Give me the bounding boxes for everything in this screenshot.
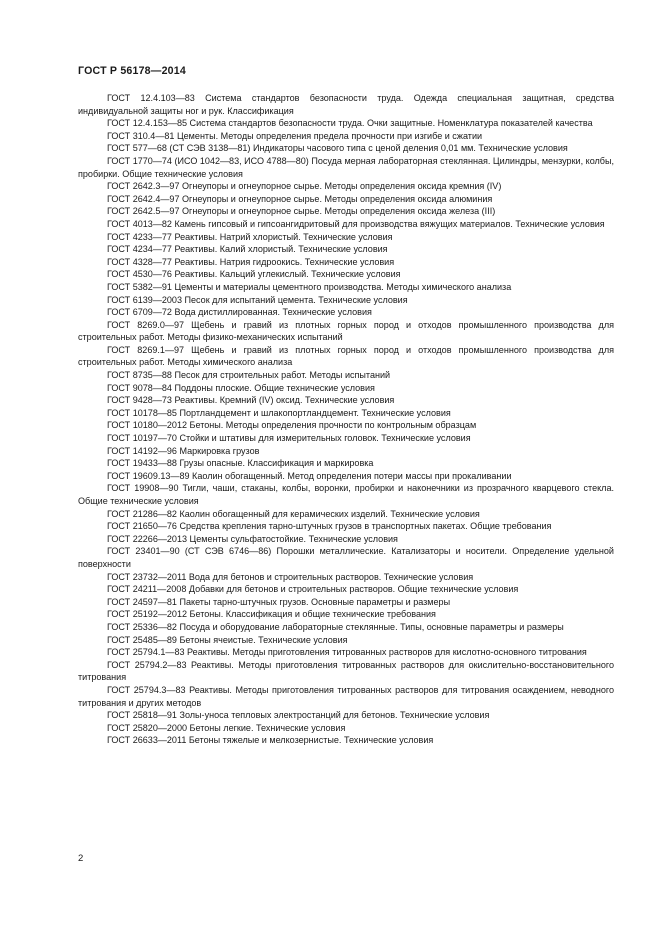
reference-item: ГОСТ 4233—77 Реактивы. Натрий хлористый. Технические условия [107, 231, 393, 242]
reference-item: ГОСТ 12.4.153—85 Система стандартов безопасности труда. Очки защитные. Номенклатура показателей качества [107, 118, 593, 129]
reference-item: ГОСТ 4530—76 Реактивы. Кальций углекислый. Технические условия [107, 269, 401, 280]
reference-item: ГОСТ 10180—2012 Бетоны. Методы определения прочности по контрольным образцам [107, 420, 477, 431]
reference-item: ГОСТ 2642.5—97 Огнеупоры и огнеупорное сырье. Методы определения оксида железа (III) [107, 206, 496, 217]
reference-item: ГОСТ 10178—85 Портландцемент и шлакопортландцемент. Технические условия [107, 407, 451, 418]
reference-item: ГОСТ 21650—76 Средства крепления тарно-штучных грузов в транспортных пакетах. Общие требования [107, 521, 552, 532]
reference-item: ГОСТ 12.4.103—83 Система стандартов безопасности труда. Одежда специальная защитная, средства индивидуальной защиты ног и рук. Классификация [78, 93, 614, 116]
reference-item: ГОСТ 9428—73 Реактивы. Кремний (IV) оксид. Технические условия [107, 395, 395, 406]
reference-item: ГОСТ 23401—90 (СТ СЭВ 6746—86) Порошки металлические. Катализаторы и носители. Определение удельной поверхности [78, 546, 614, 569]
reference-item: ГОСТ 25794.2—83 Реактивы. Методы приготовления титрованных растворов для окислительно-восстановительного титрования [78, 659, 614, 683]
reference-item: ГОСТ 25485—89 Бетоны ячеистые. Технические условия [107, 634, 348, 645]
reference-item: ГОСТ 310.4—81 Цементы. Методы определения предела прочности при изгибе и сжатии [107, 130, 483, 141]
reference-item: ГОСТ 9078—84 Поддоны плоские. Общие технические условия [107, 382, 375, 393]
reference-item: ГОСТ 8269.1—97 Щебень и гравий из плотных горных пород и отходов промышленного производства для строительных работ. Методы химического анализа [78, 344, 614, 368]
reference-item: ГОСТ 25820—2000 Бетоны легкие. Технические условия [107, 722, 346, 733]
reference-item: ГОСТ 21286—82 Каолин обогащенный для керамических изделий. Технические условия [107, 508, 480, 519]
reference-item: ГОСТ 19433—88 Грузы опасные. Классификация и маркировка [107, 458, 374, 469]
reference-item: ГОСТ 19908—90 Тигли, чаши, стаканы, колбы, воронки, пробирки и наконечники из прозрачного кварцевого стекла. Общие технические условия [78, 483, 614, 506]
reference-item: ГОСТ 1770—74 (ИСО 1042—83, ИСО 4788—80) Посуда мерная лабораторная стеклянная. Цилиндры, мензурки, колбы, пробирки. Общие технические условия [78, 155, 614, 179]
reference-item: ГОСТ 4234—77 Реактивы. Калий хлористый. Технические условия [107, 244, 388, 255]
reference-item: ГОСТ 24597—81 Пакеты тарно-штучных грузов. Основные параметры и размеры [107, 596, 451, 607]
reference-item: ГОСТ 577—68 (СТ СЭВ 3138—81) Индикаторы часового типа с ценой деления 0,01 мм. Технические условия [107, 143, 568, 154]
reference-item: ГОСТ 23732—2011 Вода для бетонов и строительных растворов. Технические условия [107, 571, 474, 582]
reference-item: ГОСТ 25818—91 Золы-уноса тепловых электростанций для бетонов. Технические условия [107, 710, 490, 721]
reference-item: ГОСТ 6139—2003 Песок для испытаний цемента. Технические условия [107, 294, 408, 305]
reference-item: ГОСТ 2642.3—97 Огнеупоры и огнеупорное сырье. Методы определения оксида кремния (IV) [107, 181, 502, 192]
reference-item: ГОСТ 25192—2012 Бетоны. Классификация и общие технические требования [107, 609, 436, 620]
reference-item: ГОСТ 2642.4—97 Огнеупоры и огнеупорное сырье. Методы определения оксида алюминия [107, 193, 493, 204]
reference-item: ГОСТ 5382—91 Цементы и материалы цементного производства. Методы химического анализа [107, 281, 512, 292]
reference-item: ГОСТ 10197—70 Стойки и штативы для измерительных головок. Технические условия [107, 433, 471, 444]
reference-item: ГОСТ 19609.13—89 Каолин обогащенный. Метод определения потери массы при прокаливании [107, 470, 512, 481]
reference-item: ГОСТ 24211—2008 Добавки для бетонов и строительных растворов. Общие технические условия [107, 584, 519, 595]
reference-item: ГОСТ 8735—88 Песок для строительных работ. Методы испытаний [107, 370, 391, 381]
reference-item: ГОСТ 6709—72 Вода дистиллированная. Технические условия [107, 307, 372, 318]
reference-item: ГОСТ 25336—82 Посуда и оборудование лабораторные стеклянные. Типы, основные параметры и размеры [107, 621, 564, 632]
reference-item: ГОСТ 22266—2013 Цементы сульфатостойкие. Технические условия [107, 533, 398, 544]
reference-item: ГОСТ 25794.3—83 Реактивы. Методы приготовления титрованных растворов для титрования осаждением, неводного титрования и других методов [78, 684, 614, 708]
reference-item: ГОСТ 4013—82 Камень гипсовый и гипсоангидритовый для производства вяжущих материалов. Технические условия [107, 218, 605, 229]
reference-item: ГОСТ 26633—2011 Бетоны тяжелые и мелкозернистые. Технические условия [107, 735, 434, 746]
reference-item: ГОСТ 14192—96 Маркировка грузов [107, 445, 260, 456]
reference-item: ГОСТ 8269.0—97 Щебень и гравий из плотных горных пород и отходов промышленного производства для строительных работ. Методы физико-механических испытаний [78, 319, 614, 343]
reference-item: ГОСТ 4328—77 Реактивы. Натрия гидроокись. Технические условия [107, 256, 395, 267]
normative-references-list [78, 92, 614, 747]
page-number: 2 [78, 853, 84, 864]
reference-item: ГОСТ 25794.1—83 Реактивы. Методы приготовления титрованных растворов для кислотно-основного титрования [107, 647, 587, 658]
document-header: ГОСТ Р 56178—2014 [78, 65, 186, 77]
